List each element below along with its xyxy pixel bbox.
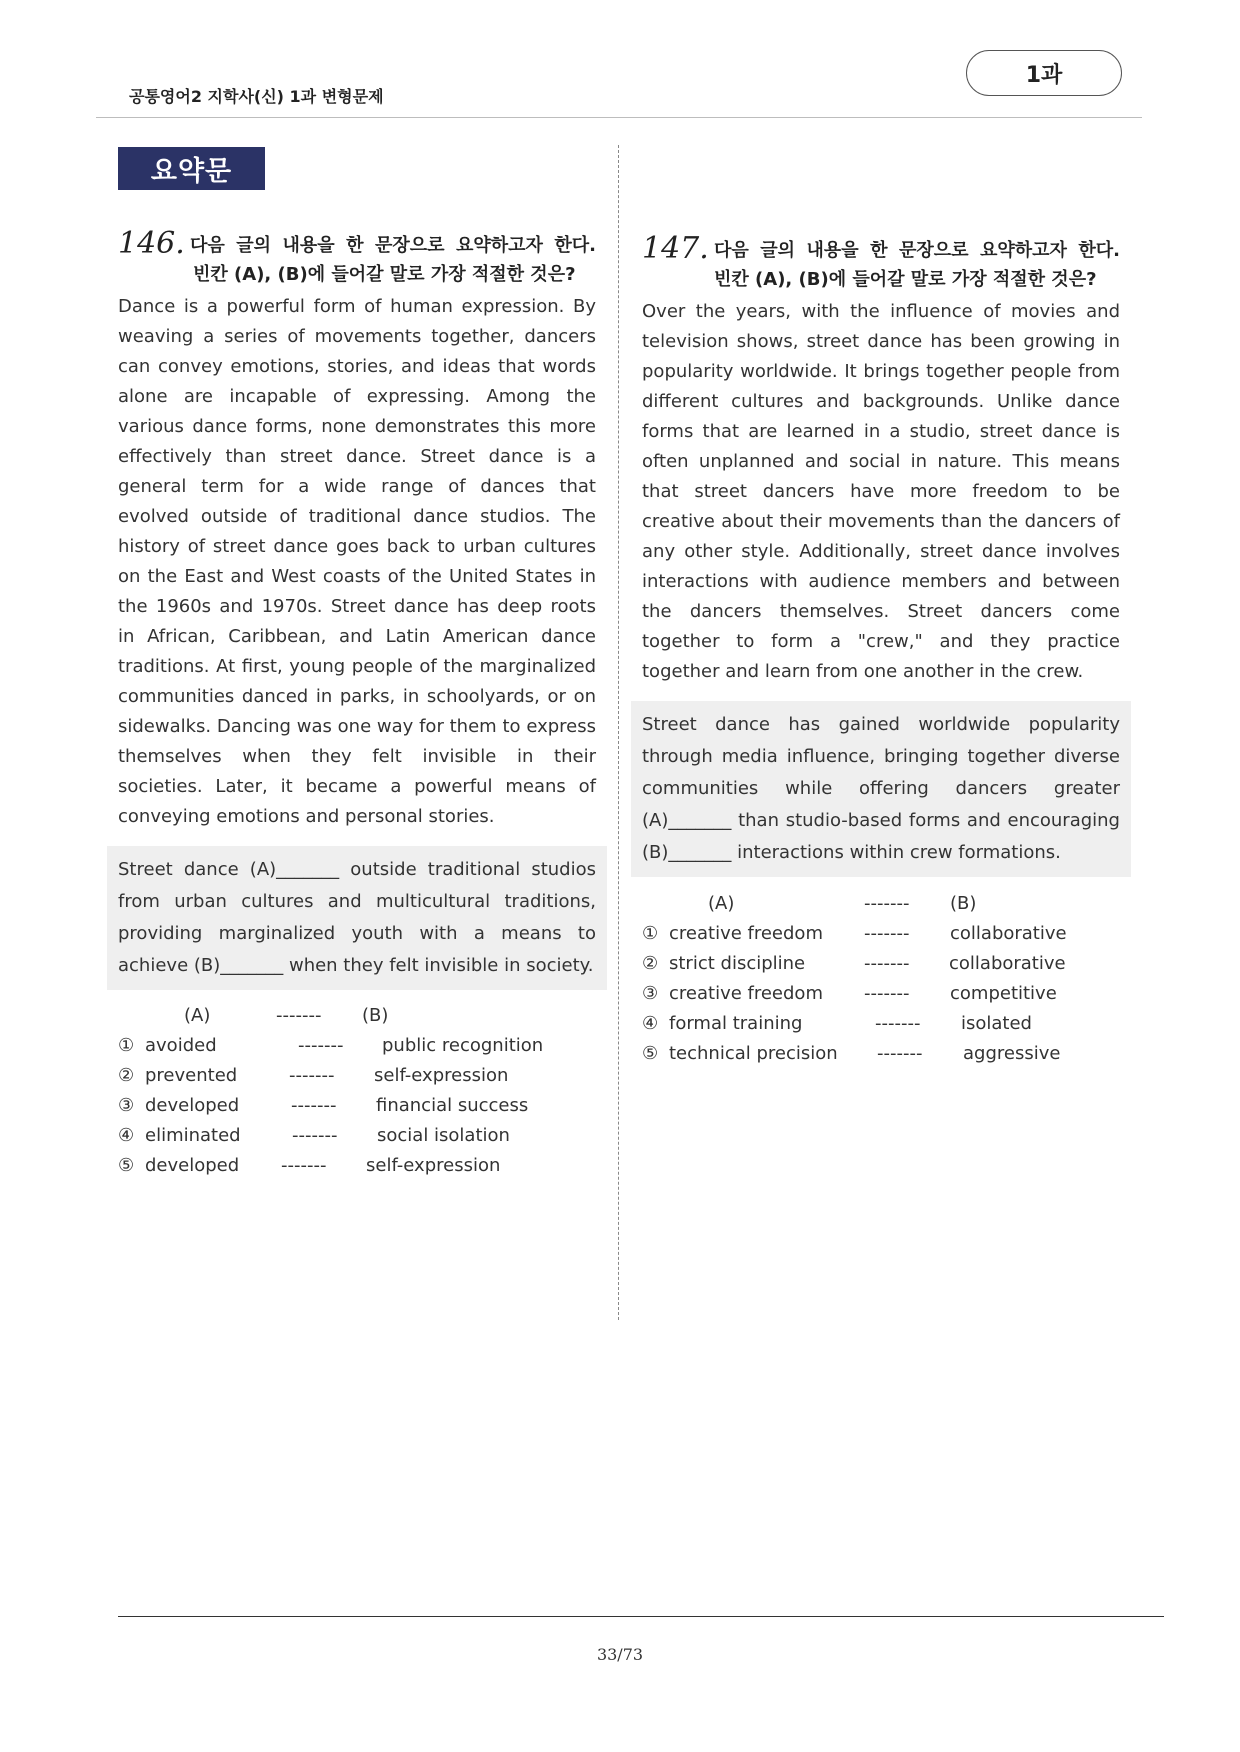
option-number: ④ — [642, 1013, 659, 1034]
option-a: developed — [145, 1095, 240, 1116]
summary-box — [107, 846, 607, 990]
option-b: isolated — [961, 1013, 1032, 1034]
question-147 — [642, 231, 1120, 1069]
column-b-label: (B) — [950, 893, 977, 914]
option-a: formal training — [669, 1013, 803, 1034]
answer-option[interactable] — [118, 1151, 596, 1181]
option-number: ② — [118, 1065, 135, 1086]
summary-text: Street dance has gained worldwide popularity through media influence, bringing together diverse communities while offering dancers greater (A)_______ than studio-based forms and encouraging (B)_______ interactions within crew formations. — [642, 714, 1120, 863]
option-b: public recognition — [382, 1035, 544, 1056]
answer-option[interactable] — [642, 1009, 1120, 1039]
option-a: strict discipline — [669, 953, 806, 974]
question-prompt-line2: 빈칸 (A), (B)에 들어갈 말로 가장 적절한 것은? — [714, 269, 1097, 290]
option-b: self-expression — [366, 1155, 501, 1176]
option-b: financial success — [376, 1095, 529, 1116]
answer-options — [118, 1001, 596, 1181]
option-b: social isolation — [377, 1125, 510, 1146]
option-a: developed — [145, 1155, 240, 1176]
passage-text: Over the years, with the influence of movies and television shows, street dance has been growing in popularity worldwide. It brings together people from different cultures and backgrounds. Unlike dance forms that are learned in a studio, street dance is often unplanned and social in nature. This means that street dancers have more freedom to be creative about their movements than the dancers of any other style. Additionally, street dance involves interactions with audience members and between the dancers themselves. Street dancers come together to form a "crew," and they practice together and learn from one another in the crew. — [642, 301, 1120, 682]
document-title: 공통영어2 지학사(신) 1과 변형문제 — [129, 87, 384, 106]
footer-divider — [118, 1616, 1164, 1617]
answer-option[interactable] — [642, 979, 1120, 1009]
options-header — [642, 889, 1120, 919]
option-separator: ------- — [281, 1155, 327, 1176]
summary-box — [631, 701, 1131, 877]
option-separator: ------- — [875, 1013, 921, 1034]
option-separator: ------- — [864, 983, 910, 1004]
option-number: ① — [642, 923, 659, 944]
option-a: creative freedom — [669, 983, 823, 1004]
separator: ------- — [276, 1005, 322, 1026]
option-number: ③ — [118, 1095, 135, 1116]
column-divider — [618, 145, 619, 1320]
summary-text: Street dance (A)_______ outside traditional studios from urban cultures and multicultural traditions, providing marginalized youth with a means to achieve (B)_______ when they felt invisible in society. — [118, 859, 596, 976]
column-a-label: (A) — [708, 893, 735, 914]
answer-option[interactable] — [118, 1061, 596, 1091]
answer-options — [642, 889, 1120, 1069]
question-prompt-line1: 다음 글의 내용을 한 문장으로 요약하고자 한다. — [714, 240, 1120, 261]
answer-option[interactable] — [118, 1121, 596, 1151]
option-separator: ------- — [864, 923, 910, 944]
option-number: ① — [118, 1035, 135, 1056]
column-b-label: (B) — [362, 1005, 389, 1026]
separator: ------- — [864, 893, 910, 914]
column-a-label: (A) — [184, 1005, 211, 1026]
answer-option[interactable] — [118, 1031, 596, 1061]
answer-option[interactable] — [642, 949, 1120, 979]
option-number: ⑤ — [642, 1043, 659, 1064]
option-b: collaborative — [949, 953, 1066, 974]
option-b: competitive — [950, 983, 1057, 1004]
option-number: ⑤ — [118, 1155, 135, 1176]
option-b: collaborative — [950, 923, 1067, 944]
option-separator: ------- — [877, 1043, 923, 1064]
options-header — [118, 1001, 596, 1031]
option-separator: ------- — [291, 1095, 337, 1116]
answer-option[interactable] — [642, 1039, 1120, 1069]
question-number: 147. — [642, 231, 709, 266]
question-prompt-line2: 빈칸 (A), (B)에 들어갈 말로 가장 적절한 것은? — [193, 264, 576, 285]
answer-option[interactable] — [642, 919, 1120, 949]
question-header — [642, 231, 1120, 297]
passage-text: Dance is a powerful form of human expression. By weaving a series of movements together, dancers can convey emotions, stories, and ideas that words alone are incapable of expressing. Among the various dance forms, none demonstrates this more effectively than street dance. Street dance is a general term for a wide range of dances that evolved outside of traditional dance studios. The history of street dance goes back to urban cultures on the East and West coasts of the United States in the 1960s and 1970s. Street dance has deep roots in African, Caribbean, and Latin American dance traditions. At first, young people of the marginalized communities danced in parks, in schoolyards, or on sidewalks. Dancing was one way for them to express themselves when they felt invisible in their societies. Later, it became a powerful means of conveying emotions and personal stories. — [118, 296, 596, 827]
option-a: technical precision — [669, 1043, 838, 1064]
option-separator: ------- — [298, 1035, 344, 1056]
answer-option[interactable] — [118, 1091, 596, 1121]
option-number: ④ — [118, 1125, 135, 1146]
question-146 — [118, 226, 596, 1181]
page-number: 33/73 — [596, 1645, 644, 1664]
option-a: eliminated — [145, 1125, 241, 1146]
option-b: self-expression — [374, 1065, 509, 1086]
question-prompt-line1: 다음 글의 내용을 한 문장으로 요약하고자 한다. — [190, 235, 596, 256]
option-number: ③ — [642, 983, 659, 1004]
option-separator: ------- — [289, 1065, 335, 1086]
question-number: 146. — [118, 226, 185, 261]
option-separator: ------- — [864, 953, 910, 974]
option-a: creative freedom — [669, 923, 823, 944]
header-divider — [96, 117, 1142, 118]
question-header — [118, 226, 596, 292]
option-separator: ------- — [292, 1125, 338, 1146]
option-a: avoided — [145, 1035, 217, 1056]
option-a: prevented — [145, 1065, 238, 1086]
lesson-badge: 1과 — [966, 50, 1122, 96]
section-title: 요약문 — [118, 147, 265, 190]
option-b: aggressive — [963, 1043, 1061, 1064]
option-number: ② — [642, 953, 659, 974]
